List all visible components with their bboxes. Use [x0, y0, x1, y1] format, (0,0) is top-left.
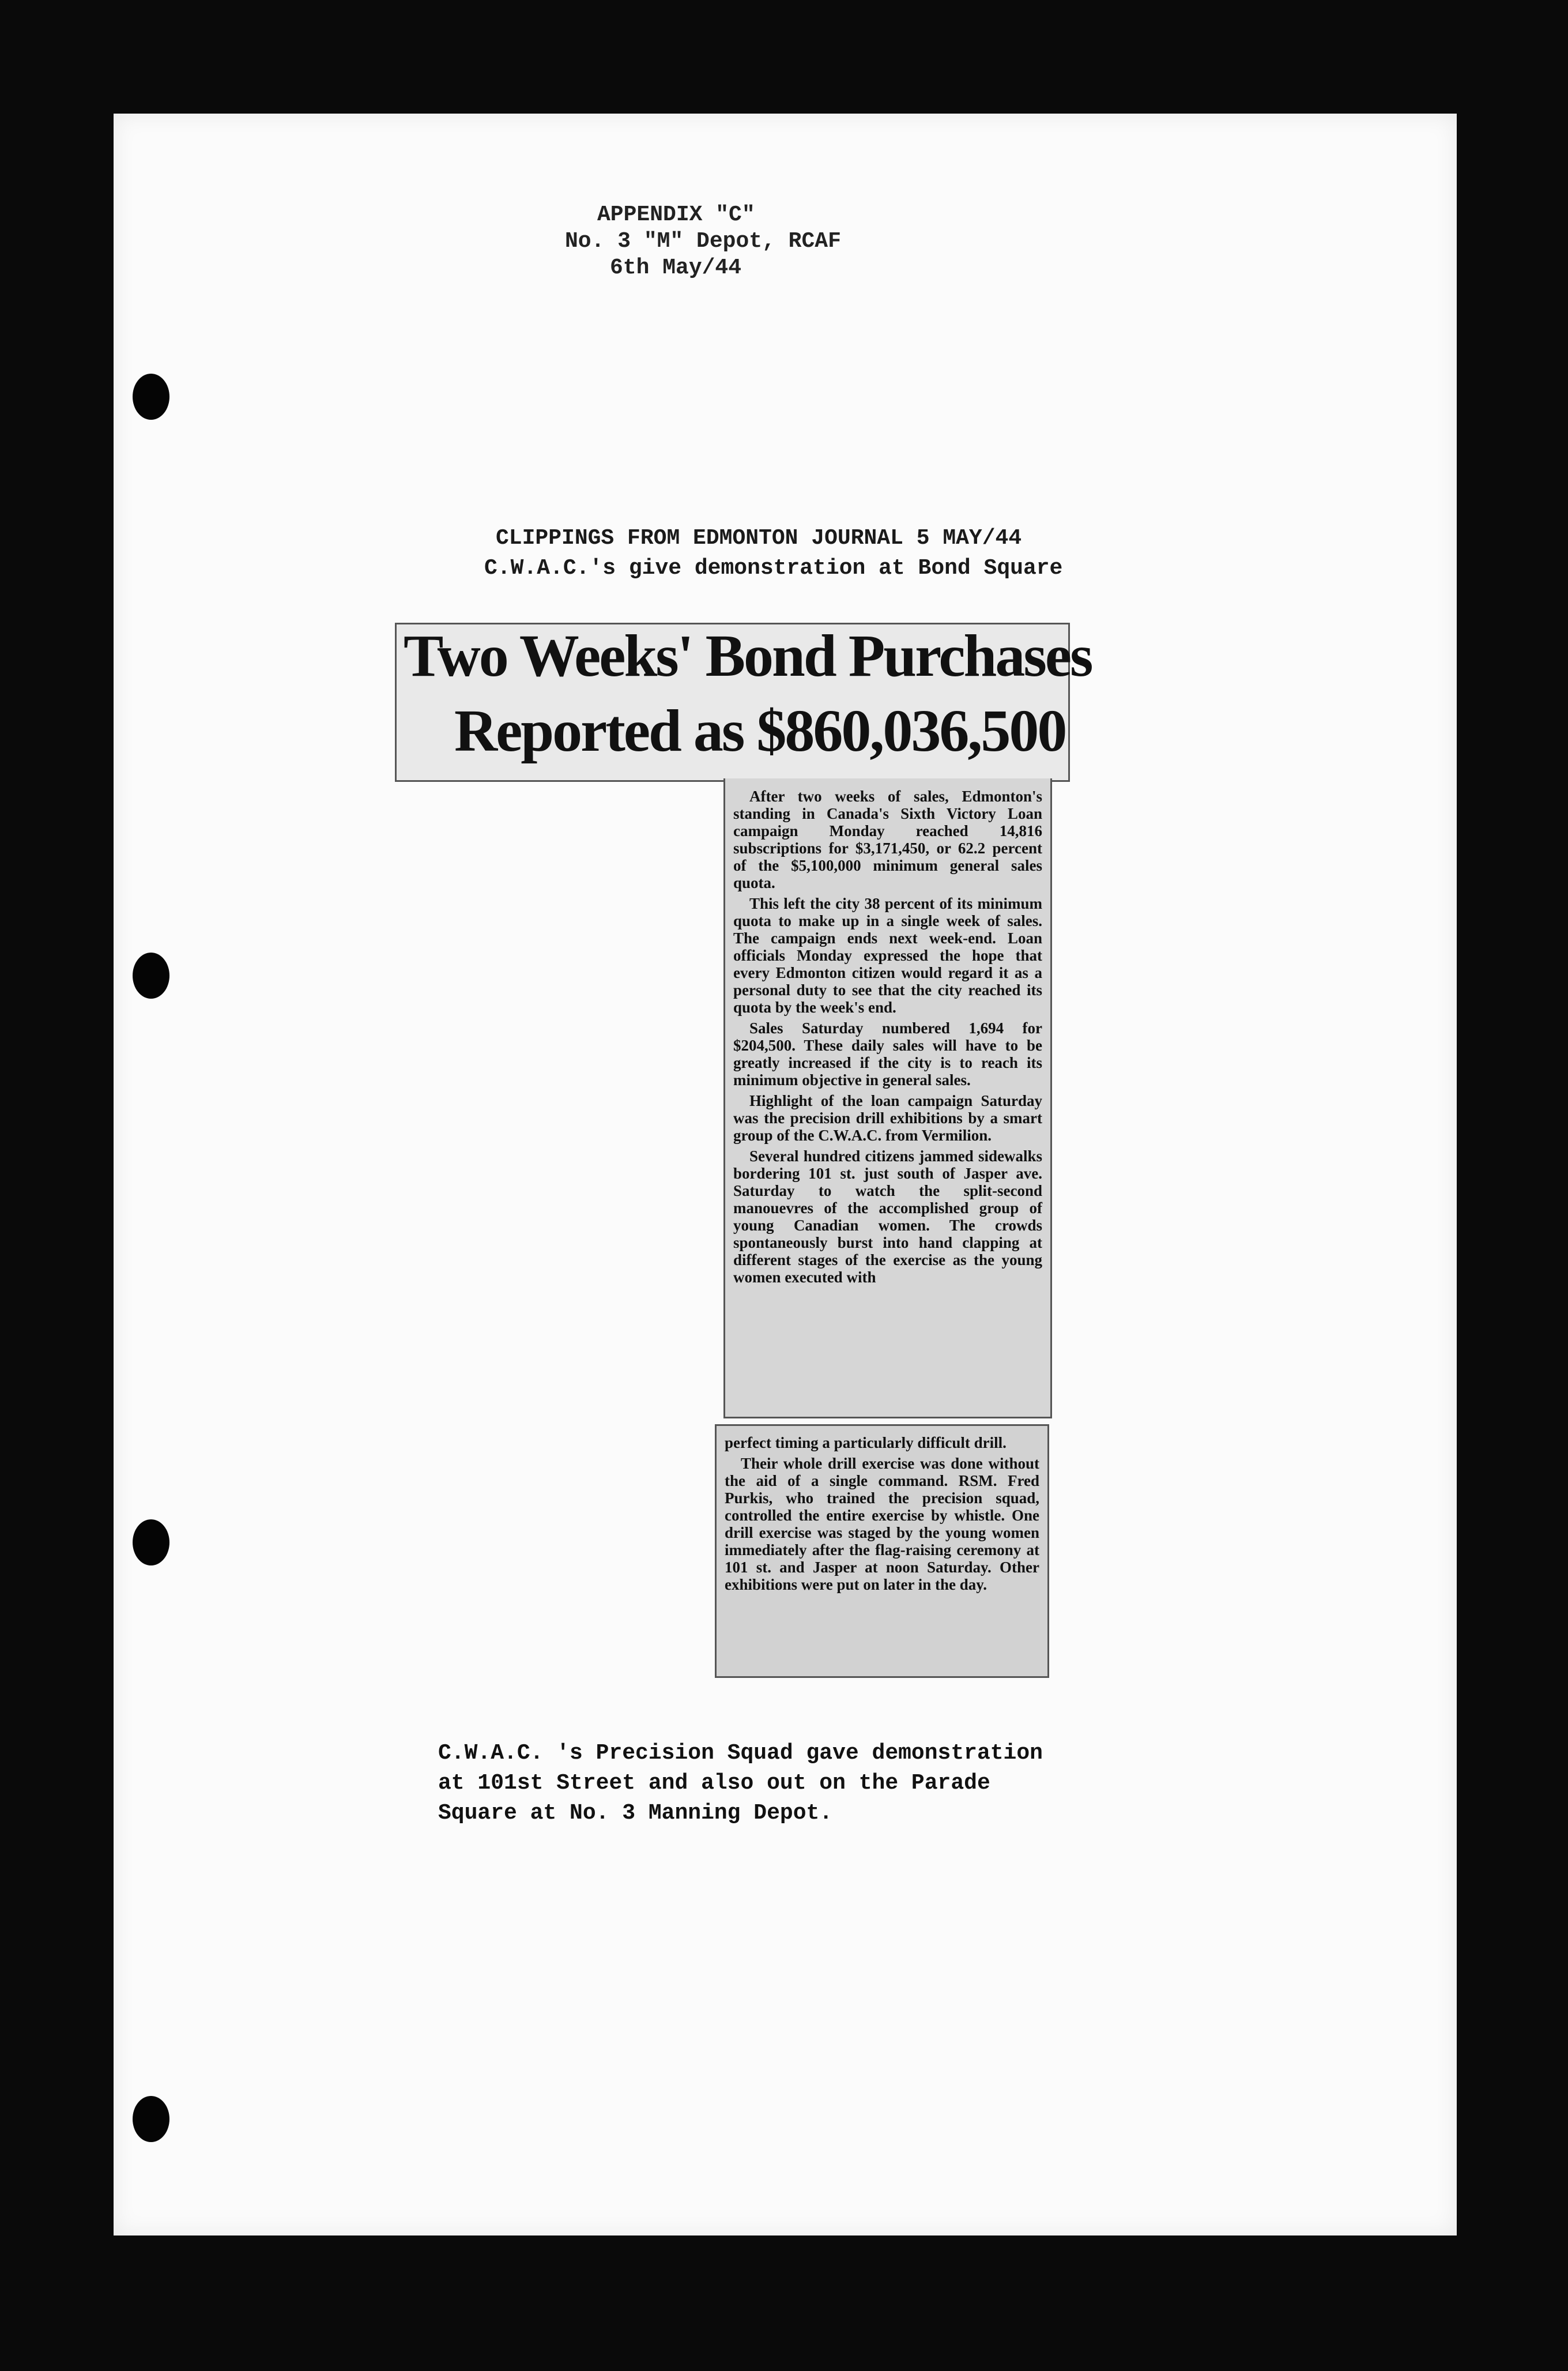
date-line: 6th May/44: [610, 255, 742, 280]
headline-line-1: Two Weeks' Bond Purchases: [404, 623, 1092, 689]
bottom-caption-line: at 101st Street and also out on the Parade: [438, 1771, 990, 1796]
binder-hole: [133, 1519, 169, 1565]
article-paragraph: Sales Saturday numbered 1,694 for $204,500. These daily sales will have to be greatly increased if the city is to reach its minimum objective in general sales.: [733, 1019, 1042, 1089]
article-paragraph: After two weeks of sales, Edmonton's standing in Canada's Sixth Victory Loan campaign Monday reached 14,816 subscriptions for $3,171,450, or 62.2 percent of the $5,100,000 minimum general sales quota.: [733, 788, 1042, 891]
depot-line: No. 3 "M" Depot, RCAF: [565, 229, 841, 254]
article-paragraph: Their whole drill exercise was done without the aid of a single command. RSM. Fred Purkis, who trained the precision squad, controlled the entire exercise by whistle. One drill exercise was staged by the young women immediately after the flag-raising ceremony at 101 st. and Jasper at noon Saturday. Other exhibitions were put on later in the day.: [725, 1455, 1039, 1593]
headline-line-2: Reported as $860,036,500: [454, 698, 1066, 764]
newspaper-article-column: [723, 778, 1052, 1418]
binder-hole: [133, 374, 169, 420]
article-paragraph: Highlight of the loan campaign Saturday was the precision drill exhibitions by a smart group of the C.W.A.C. from Vermilion.: [733, 1092, 1042, 1144]
newspaper-article-continued: [715, 1424, 1049, 1678]
article-paragraph: This left the city 38 percent of its minimum quota to make up in a single week of sales. The campaign ends next week-end. Loan officials Monday expressed the hope that every Edmonton citizen would regard it as a personal duty to see that the city reached its quota by the week's end.: [733, 895, 1042, 1016]
article-paragraph: perfect timing a particularly difficult drill.: [725, 1434, 1007, 1451]
newspaper-headline: [395, 623, 1092, 782]
binder-hole: [133, 953, 169, 999]
bottom-caption: [438, 1738, 1188, 1828]
bottom-caption-line: Square at No. 3 Manning Depot.: [438, 1801, 833, 1826]
clipping-source: CLIPPINGS FROM EDMONTON JOURNAL 5 MAY/44: [496, 526, 1022, 551]
clipping-subject: C.W.A.C.'s give demonstration at Bond Square: [484, 556, 1063, 581]
clipping-caption: [484, 524, 1063, 584]
appendix-title: APPENDIX "C": [597, 202, 755, 227]
article-paragraph: Several hundred citizens jammed sidewalks bordering 101 st. just south of Jasper ave. Saturday to watch the split-second manouevres of the accomplished group of young Canadian women. The crowds spontaneously burst into hand clapping at different stages of the exercise as the young women executed with: [733, 1147, 1042, 1286]
bottom-caption-line: C.W.A.C. 's Precision Squad gave demonstration: [438, 1741, 1043, 1766]
appendix-header: [565, 202, 1015, 281]
binder-hole: [133, 2096, 169, 2142]
